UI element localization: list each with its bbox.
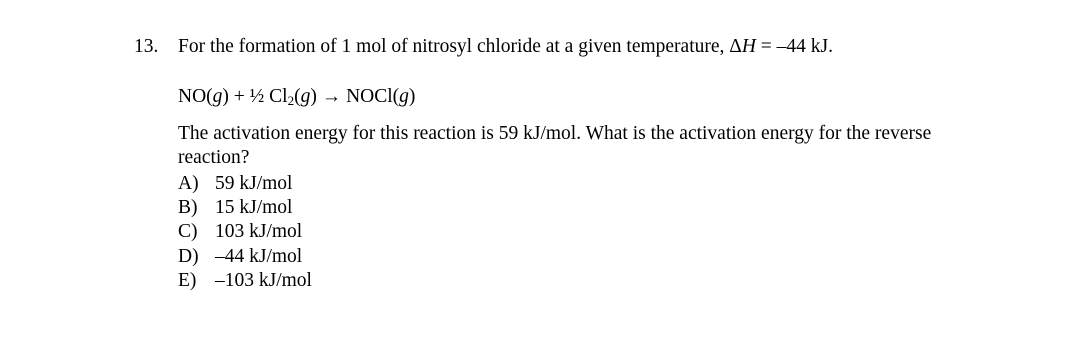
choice-letter: E) bbox=[178, 269, 197, 291]
eq-state-2: g bbox=[300, 86, 311, 107]
question-number: 13. bbox=[134, 36, 159, 57]
choice-text: 103 kJ/mol bbox=[215, 221, 303, 243]
choice-letter: D) bbox=[178, 245, 199, 267]
stem-tail: = –44 kJ. bbox=[755, 36, 833, 57]
stem-lead: For the formation of 1 mol of nitrosyl chloride at a given temperature, Δ bbox=[178, 36, 742, 57]
stem-variable: H bbox=[741, 36, 756, 57]
eq-cl-subscript: 2 bbox=[287, 93, 295, 108]
choice-c[interactable] bbox=[178, 220, 312, 244]
choice-text: 59 kJ/mol bbox=[215, 173, 293, 194]
eq-reactant1: NO( bbox=[178, 86, 213, 107]
choice-text: –103 kJ/mol bbox=[215, 269, 312, 291]
question-stem bbox=[178, 36, 833, 58]
answer-choices bbox=[178, 172, 312, 293]
reaction-equation bbox=[178, 86, 415, 108]
question-prompt: The activation energy for this reaction is 59 kJ/mol. What is the activation energy for the reverse reaction? bbox=[178, 123, 932, 168]
choice-text: 15 kJ/mol bbox=[215, 197, 293, 219]
choice-e[interactable] bbox=[178, 269, 312, 293]
choice-d[interactable] bbox=[178, 245, 312, 269]
eq-state-1: g bbox=[212, 86, 223, 107]
choice-letter: A) bbox=[178, 173, 199, 194]
choice-a[interactable] bbox=[178, 172, 312, 196]
eq-plus-half: ) + ½ Cl bbox=[222, 86, 288, 107]
choice-b[interactable] bbox=[178, 196, 312, 220]
choice-letter: C) bbox=[178, 221, 198, 243]
eq-open: ( bbox=[294, 86, 301, 107]
choice-text: –44 kJ/mol bbox=[215, 245, 303, 267]
choice-letter: B) bbox=[178, 197, 198, 219]
eq-arrow-product: ) → NOCl( bbox=[310, 86, 400, 107]
eq-state-3: g bbox=[399, 86, 409, 107]
eq-close: ) bbox=[408, 86, 416, 107]
